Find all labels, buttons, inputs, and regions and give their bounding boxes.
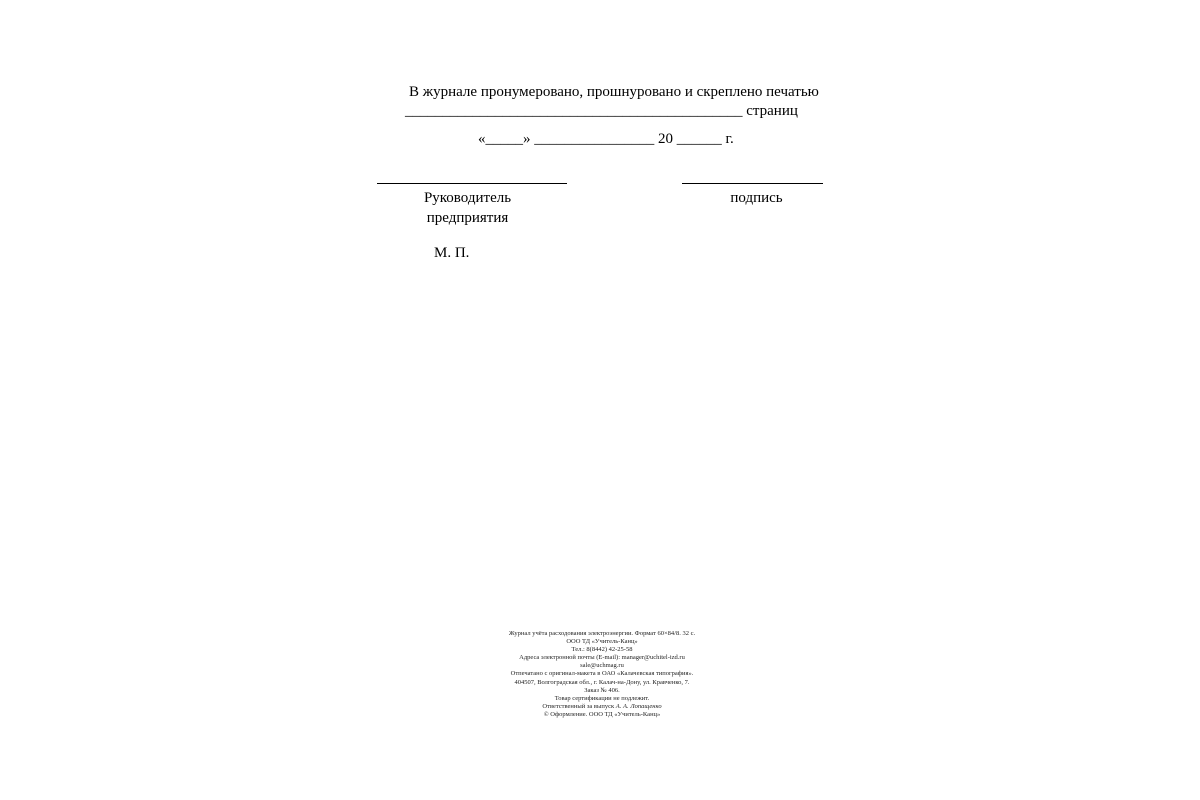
imprint-responsible-prefix: Ответственный за выпуск: [542, 702, 616, 710]
imprint-line: Отпечатано с оригинал-макета в ОАО «Калачевская типография».: [510, 670, 694, 678]
imprint-line: sale@uchmag.ru: [580, 662, 624, 670]
publisher-imprint: [450, 630, 754, 719]
signature-rule: [682, 183, 823, 184]
imprint-responsible-line: [450, 703, 754, 711]
certification-title: В журнале пронумеровано, прошнуровано и скреплено печатью: [409, 84, 819, 100]
imprint-line: Адреса электронной почты (E-mail): manager@uchitel-izd.ru: [519, 654, 685, 662]
imprint-line: © Оформление. ООО ТД «Учитель-Канц»: [543, 710, 661, 718]
imprint-responsible-name: А. А. Лопащенко: [615, 702, 662, 710]
manager-label: [405, 188, 530, 228]
imprint-line: ООО ТД «Учитель-Канц»: [566, 638, 638, 646]
manager-label-line-2: предприятия: [426, 210, 509, 226]
date-line: «_____» ________________ 20 ______ г.: [478, 131, 734, 147]
pages-count-line: _____________________________________________ страниц: [405, 103, 798, 119]
manager-signature-rule: [377, 183, 567, 184]
manager-label-line-1: Руководитель: [423, 190, 512, 206]
signature-label: подпись: [730, 190, 783, 206]
imprint-line: Заказ № 406.: [584, 686, 620, 694]
imprint-line: Тел.: 8(8442) 42-25-58: [571, 646, 633, 654]
imprint-line: 404507, Волгоградская обл., г. Калач-на-Дону, ул. Кравченко, 7.: [514, 678, 690, 686]
stamp-place-label: М. П.: [434, 245, 470, 261]
imprint-line: Товар сертификации не подлежит.: [554, 694, 650, 702]
imprint-line: Журнал учёта расходования электроэнергии. Формат 60×84/8. 32 с.: [508, 630, 696, 637]
